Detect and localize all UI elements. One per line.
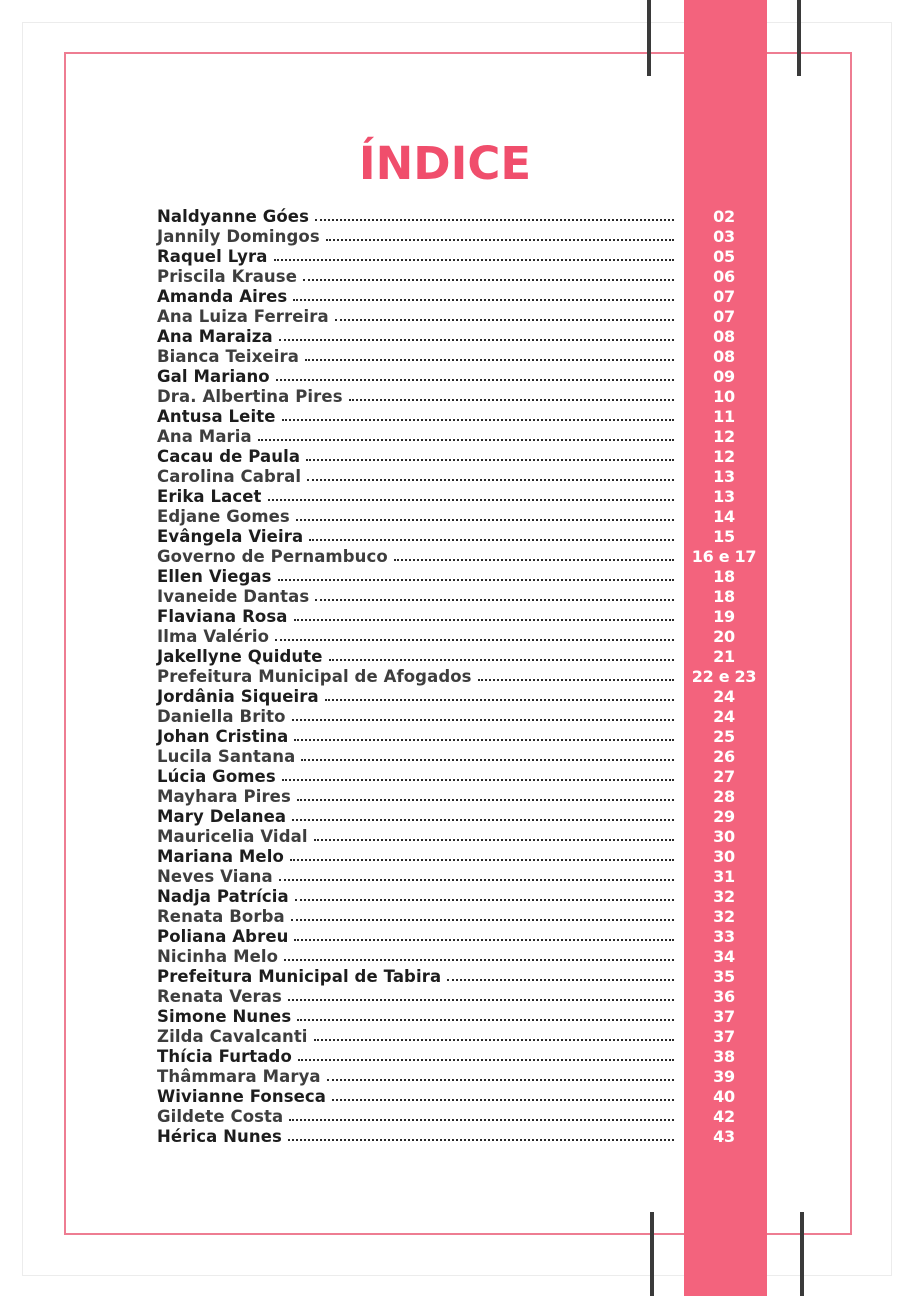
entry-page-number: 31 [713, 867, 735, 886]
entry-name: Ana Luiza Ferreira [157, 307, 329, 326]
crop-mark [650, 1212, 654, 1296]
dot-leader [284, 948, 674, 961]
entry-page-number: 07 [713, 307, 735, 326]
entry-page-number: 02 [713, 207, 735, 226]
entry-page-number: 34 [713, 947, 735, 966]
toc-entry[interactable] [157, 627, 769, 647]
toc-entry[interactable] [157, 467, 769, 487]
entry-page-number: 12 [713, 447, 735, 466]
entry-page-number: 25 [713, 727, 735, 746]
entry-name: Erika Lacet [157, 487, 262, 506]
entry-page-number: 08 [713, 347, 735, 366]
toc-entry[interactable] [157, 967, 769, 987]
toc-entry[interactable] [157, 1067, 769, 1087]
entry-name: Bianca Teixeira [157, 347, 299, 366]
entry-page-number: 30 [713, 847, 735, 866]
dot-leader [268, 488, 674, 501]
entry-name: Ellen Viegas [157, 567, 272, 586]
entry-page-number: 14 [713, 507, 735, 526]
entry-page-number: 15 [713, 527, 735, 546]
dot-leader [282, 768, 674, 781]
toc-entry[interactable] [157, 1107, 769, 1127]
toc-entry[interactable] [157, 347, 769, 367]
entry-name: Mauricelia Vidal [157, 827, 308, 846]
entry-page-number: 05 [713, 247, 735, 266]
entry-page-number: 24 [713, 707, 735, 726]
toc-entry[interactable] [157, 1027, 769, 1047]
table-of-contents [157, 207, 769, 1147]
dot-leader [292, 808, 674, 821]
toc-entry[interactable] [157, 907, 769, 927]
toc-entry[interactable] [157, 307, 769, 327]
entry-name: Jakellyne Quidute [157, 647, 323, 666]
entry-page-number: 32 [713, 907, 735, 926]
entry-name: Dra. Albertina Pires [157, 387, 343, 406]
entry-name: Neves Viana [157, 867, 273, 886]
dot-leader [288, 988, 674, 1001]
dot-leader [478, 668, 674, 681]
entry-name: Evângela Vieira [157, 527, 304, 546]
entry-name: Thâmmara Marya [157, 1067, 321, 1086]
toc-entry[interactable] [157, 767, 769, 787]
entry-name: Ana Maria [157, 427, 252, 446]
entry-page-number: 06 [713, 267, 735, 286]
toc-entry[interactable] [157, 687, 769, 707]
dot-leader [258, 428, 674, 441]
entry-name: Renata Veras [157, 987, 282, 1006]
toc-entry[interactable] [157, 227, 769, 247]
toc-entry[interactable] [157, 1007, 769, 1027]
entry-page-number: 37 [713, 1007, 735, 1026]
entry-name: Antusa Leite [157, 407, 276, 426]
page-title: ÍNDICE [358, 137, 532, 190]
toc-entry[interactable] [157, 327, 769, 347]
entry-name: Governo de Pernambuco [157, 547, 388, 566]
dot-leader [298, 1048, 674, 1061]
entry-page-number: 16 e 17 [691, 547, 757, 566]
entry-name: Simone Nunes [157, 1007, 292, 1026]
toc-entry[interactable] [157, 587, 769, 607]
entry-name: Prefeitura Municipal de Afogados [157, 667, 472, 686]
entry-page-number: 26 [713, 747, 735, 766]
entry-name: Naldyanne Góes [157, 207, 310, 226]
dot-leader [297, 1008, 674, 1021]
dot-leader [349, 388, 674, 401]
dot-leader [282, 408, 675, 421]
toc-entry[interactable] [157, 247, 769, 267]
entry-name: Mary Delanea [157, 807, 287, 826]
entry-page-number: 08 [713, 327, 735, 346]
toc-entry[interactable] [157, 647, 769, 667]
toc-entry[interactable] [157, 207, 769, 227]
toc-entry[interactable] [157, 707, 769, 727]
entry-name: Gildete Costa [157, 1107, 284, 1126]
dot-leader [305, 348, 674, 361]
entry-page-number: 11 [713, 407, 735, 426]
entry-page-number: 42 [713, 1107, 735, 1126]
dot-leader [279, 328, 674, 341]
dot-leader [327, 1068, 674, 1081]
dot-leader [447, 968, 674, 981]
dot-leader [325, 688, 674, 701]
entry-page-number: 32 [713, 887, 735, 906]
entry-name: Nicinha Melo [157, 947, 279, 966]
entry-page-number: 27 [713, 767, 735, 786]
entry-page-number: 18 [713, 567, 735, 586]
entry-name: Poliana Abreu [157, 927, 289, 946]
entry-page-number: 07 [713, 287, 735, 306]
dot-leader [276, 368, 674, 381]
entry-page-number: 21 [713, 647, 735, 666]
toc-entry[interactable] [157, 867, 769, 887]
dot-leader [307, 468, 674, 481]
entry-page-number: 29 [713, 807, 735, 826]
entry-page-number: 03 [713, 227, 735, 246]
toc-entry[interactable] [157, 267, 769, 287]
dot-leader [279, 868, 674, 881]
dot-leader [294, 728, 674, 741]
dot-leader [291, 908, 674, 921]
entry-page-number: 33 [713, 927, 735, 946]
toc-entry[interactable] [157, 507, 769, 527]
dot-leader [296, 508, 674, 521]
toc-entry[interactable] [157, 927, 769, 947]
dot-leader [289, 1108, 674, 1121]
toc-entry[interactable] [157, 567, 769, 587]
dot-leader [290, 848, 674, 861]
dot-leader [315, 588, 674, 601]
dot-leader [295, 888, 674, 901]
entry-name: Ana Maraiza [157, 327, 273, 346]
entry-page-number: 10 [713, 387, 735, 406]
entry-page-number: 09 [713, 367, 735, 386]
toc-entry[interactable] [157, 487, 769, 507]
entry-name: Priscila Krause [157, 267, 297, 286]
dot-leader [309, 528, 674, 541]
entry-name: Edjane Gomes [157, 507, 290, 526]
dot-leader [303, 268, 674, 281]
entry-name: Mariana Melo [157, 847, 284, 866]
dot-leader [315, 208, 674, 221]
toc-entry[interactable] [157, 667, 769, 687]
entry-page-number: 39 [713, 1067, 735, 1086]
toc-entry[interactable] [157, 427, 769, 447]
toc-entry[interactable] [157, 607, 769, 627]
toc-entry[interactable] [157, 1047, 769, 1067]
entry-page-number: 37 [713, 1027, 735, 1046]
entry-page-number: 22 e 23 [691, 667, 757, 686]
entry-name: Carolina Cabral [157, 467, 302, 486]
entry-page-number: 18 [713, 587, 735, 606]
toc-entry[interactable] [157, 887, 769, 907]
crop-mark [797, 0, 801, 76]
entry-name: Lucila Santana [157, 747, 296, 766]
dot-leader [314, 828, 674, 841]
entry-name: Lúcia Gomes [157, 767, 276, 786]
entry-name: Daniella Brito [157, 707, 286, 726]
entry-page-number: 36 [713, 987, 735, 1006]
entry-page-number: 30 [713, 827, 735, 846]
entry-page-number: 13 [713, 467, 735, 486]
entry-name: Mayhara Pires [157, 787, 291, 806]
entry-page-number: 43 [713, 1127, 735, 1146]
dot-leader [329, 648, 674, 661]
entry-name: Ivaneide Dantas [157, 587, 310, 606]
crop-mark [647, 0, 651, 76]
toc-entry[interactable] [157, 387, 769, 407]
dot-leader [394, 548, 674, 561]
entry-name: Zilda Cavalcanti [157, 1027, 308, 1046]
toc-entry[interactable] [157, 787, 769, 807]
entry-page-number: 35 [713, 967, 735, 986]
entry-name: Jannily Domingos [157, 227, 320, 246]
entry-name: Hérica Nunes [157, 1127, 282, 1146]
dot-leader [292, 708, 674, 721]
dot-leader [326, 228, 674, 241]
entry-name: Cacau de Paula [157, 447, 301, 466]
dot-leader [306, 448, 674, 461]
toc-entry[interactable] [157, 407, 769, 427]
toc-entry[interactable] [157, 287, 769, 307]
toc-entry[interactable] [157, 847, 769, 867]
entry-name: Nadja Patrícia [157, 887, 289, 906]
entry-name: Prefeitura Municipal de Tabira [157, 967, 442, 986]
entry-page-number: 20 [713, 627, 735, 646]
toc-entry[interactable] [157, 1127, 769, 1147]
dot-leader [314, 1028, 674, 1041]
toc-entry[interactable] [157, 447, 769, 467]
dot-leader [332, 1088, 674, 1101]
toc-entry[interactable] [157, 747, 769, 767]
entry-page-number: 24 [713, 687, 735, 706]
entry-name: Gal Mariano [157, 367, 270, 386]
crop-mark [800, 1212, 804, 1296]
toc-entry[interactable] [157, 807, 769, 827]
dot-leader [301, 748, 674, 761]
dot-leader [294, 608, 674, 621]
dot-leader [335, 308, 674, 321]
toc-entry[interactable] [157, 547, 769, 567]
dot-leader [294, 928, 674, 941]
entry-name: Raquel Lyra [157, 247, 268, 266]
toc-entry[interactable] [157, 727, 769, 747]
toc-entry[interactable] [157, 367, 769, 387]
entry-page-number: 40 [713, 1087, 735, 1106]
entry-page-number: 13 [713, 487, 735, 506]
entry-name: Ilma Valério [157, 627, 270, 646]
toc-entry[interactable] [157, 987, 769, 1007]
dot-leader [288, 1128, 674, 1141]
dot-leader [275, 628, 674, 641]
entry-page-number: 19 [713, 607, 735, 626]
entry-name: Amanda Aires [157, 287, 288, 306]
dot-leader [293, 288, 674, 301]
dot-leader [278, 568, 674, 581]
entry-name: Wivianne Fonseca [157, 1087, 327, 1106]
entry-page-number: 38 [713, 1047, 735, 1066]
entry-name: Johan Cristina [157, 727, 289, 746]
toc-entry[interactable] [157, 947, 769, 967]
entry-name: Thícia Furtado [157, 1047, 292, 1066]
entry-page-number: 12 [713, 427, 735, 446]
entry-page-number: 28 [713, 787, 735, 806]
entry-name: Renata Borba [157, 907, 285, 926]
dot-leader [274, 248, 674, 261]
toc-entry[interactable] [157, 527, 769, 547]
dot-leader [297, 788, 674, 801]
entry-name: Flaviana Rosa [157, 607, 288, 626]
toc-entry[interactable] [157, 827, 769, 847]
entry-name: Jordânia Siqueira [157, 687, 319, 706]
toc-entry[interactable] [157, 1087, 769, 1107]
